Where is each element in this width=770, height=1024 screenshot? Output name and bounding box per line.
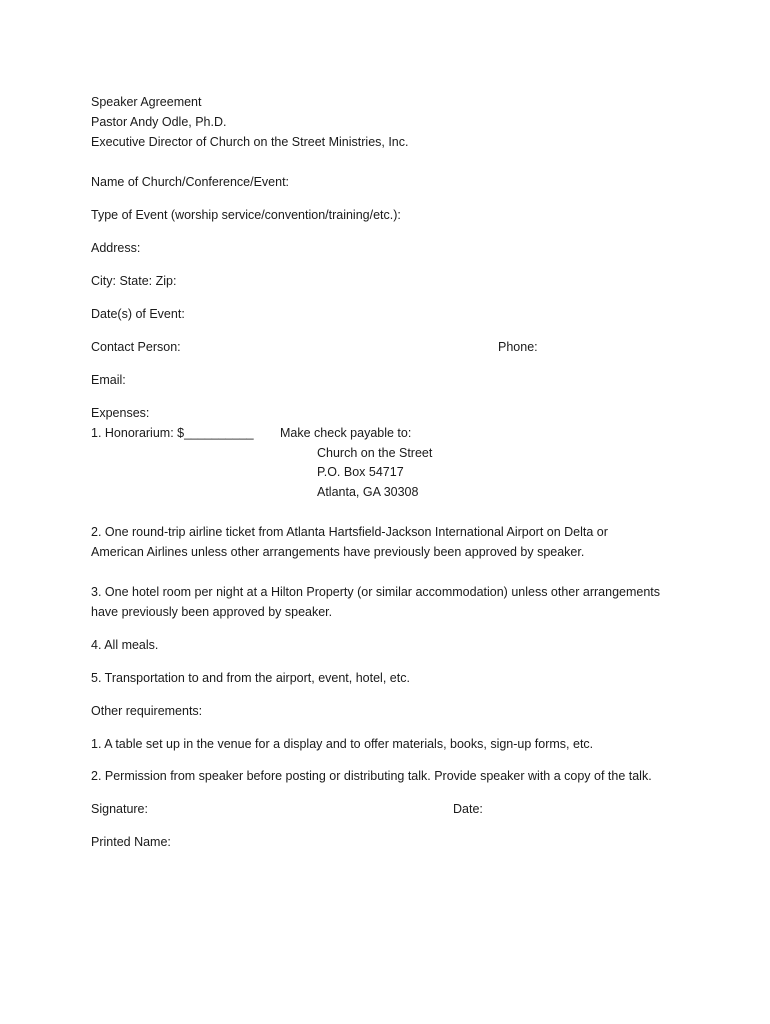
airline-item-line: 2. One round-trip airline ticket from Atlanta Hartsfield-Jackson International Airport on Delta or [91, 525, 608, 539]
signature-label: Signature: [91, 802, 148, 816]
printed-name-label: Printed Name: [91, 835, 171, 849]
payable-address-line: Church on the Street [317, 446, 433, 460]
honorarium-item: 1. Honorarium: $__________ [91, 426, 254, 440]
airline-item-line: American Airlines unless other arrangements have previously been approved by speaker. [91, 545, 585, 559]
contact-person-field-label: Contact Person: [91, 340, 181, 354]
date-label: Date: [453, 802, 483, 816]
payable-address-line: Atlanta, GA 30308 [317, 485, 419, 499]
meals-item: 4. All meals. [91, 638, 159, 652]
expenses-heading: Expenses: [91, 406, 150, 420]
hotel-item-line: 3. One hotel room per night at a Hilton Property (or similar accommodation) unless other arrangements [91, 585, 661, 599]
event-dates-field-label: Date(s) of Event: [91, 307, 185, 321]
requirement-item: 1. A table set up in the venue for a display and to offer materials, books, sign-up forms, etc. [91, 737, 594, 751]
document-title: Speaker Agreement [91, 95, 202, 109]
transportation-item: 5. Transportation to and from the airport, event, hotel, etc. [91, 671, 410, 685]
other-requirements-heading: Other requirements: [91, 704, 203, 718]
hotel-item-line: have previously been approved by speaker. [91, 605, 333, 619]
speaker-name: Pastor Andy Odle, Ph.D. [91, 115, 227, 129]
event-type-field-label: Type of Event (worship service/convention/training/etc.): [91, 208, 401, 222]
city-state-zip-field-label: City: State: Zip: [91, 274, 177, 288]
requirement-item: 2. Permission from speaker before posting or distributing talk. Provide speaker with a copy of the talk. [91, 769, 652, 783]
phone-field-label: Phone: [498, 340, 538, 354]
email-field-label: Email: [91, 373, 126, 387]
address-field-label: Address: [91, 241, 141, 255]
church-field-label: Name of Church/Conference/Event: [91, 175, 290, 189]
payable-address-line: P.O. Box 54717 [317, 465, 404, 479]
speaker-role: Executive Director of Church on the Street Ministries, Inc. [91, 135, 409, 149]
payable-heading: Make check payable to: [280, 426, 412, 440]
